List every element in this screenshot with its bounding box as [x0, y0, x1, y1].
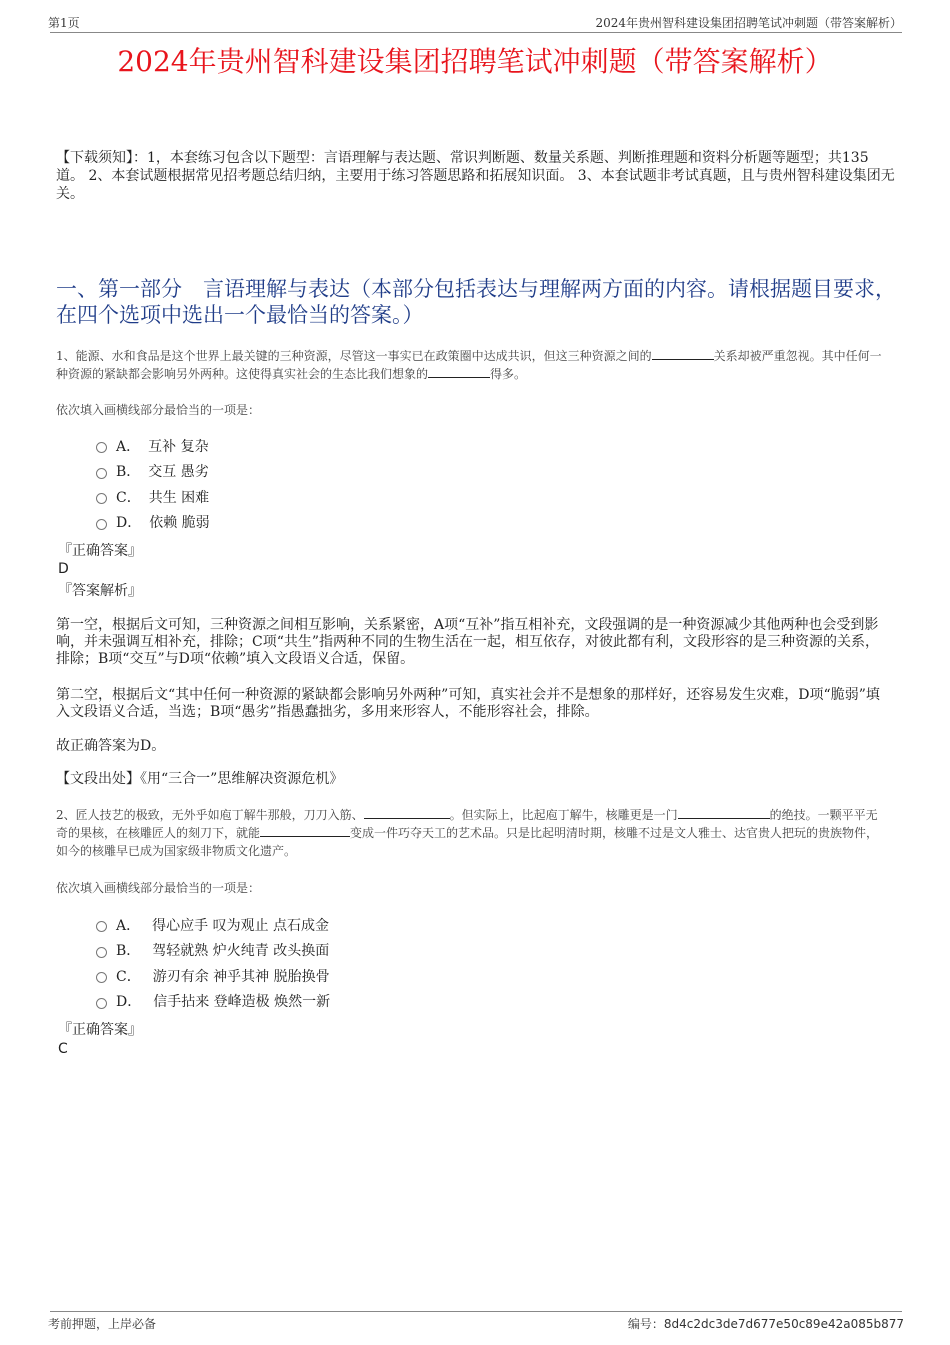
blank-line	[428, 365, 490, 378]
blank-line	[364, 806, 450, 819]
answer-label: 『正确答案』	[58, 1022, 142, 1038]
analysis-paragraph-2: 第二空，根据后文“其中任何一种资源的紧缺都会影响另外两种”可知，真实社会并不是想象的那样好，还容易发生灾难，D项“脆弱”填入文段语义合适，当选；B项“愚劣”指愚蠢拙劣，多用来形容人，不能形容社会，排除。	[56, 687, 880, 720]
radio-icon[interactable]	[96, 972, 107, 983]
answer-label: 『正确答案』	[58, 543, 142, 559]
question-2-text: 2、匠人技艺的极致，无外乎如庖丁解牛那般，刀刀入筋、 。但实际上，比起庖丁解牛，核雕更是一门 的绝技。一颗平平无奇的果核，在核雕匠人的刻刀下，就能 变成一件巧夺天工的艺术品。只是比起明清时期，核雕不过是文人雅士、达官贵人把玩的贵族物件，如今的核雕早已成为国家级非物质文化遗产。	[56, 808, 879, 858]
download-notice: 【下载须知】：1，本套练习包含以下题型：言语理解与表达题、常识判断题、数量关系题、判断推理题和资料分析题等题型；共135道。 2、本套试题根据常见招考题总结归纳，主要用于练习答题思路和拓展知识面。 3、本套试题非考试真题，且与贵州智科建设集团无关。	[56, 150, 895, 202]
radio-icon[interactable]	[96, 493, 107, 504]
blank-line	[678, 806, 770, 819]
analysis-conclusion: 故正确答案为D。	[56, 738, 166, 754]
question-2-options	[96, 912, 330, 1014]
section-title: 一、第一部分 言语理解与表达（本部分包括表达与理解两方面的内容。请根据题目要求，在四个选项中选出一个最恰当的答案。）	[56, 277, 896, 327]
footer-rule	[50, 1311, 902, 1312]
question-2-prompt: 依次填入画横线部分最恰当的一项是：	[56, 881, 261, 895]
option-c[interactable]: C． 共生 困难	[96, 484, 210, 510]
blank-line	[652, 347, 714, 360]
option-d[interactable]: D． 依赖 脆弱	[96, 510, 210, 536]
radio-icon[interactable]	[96, 468, 107, 479]
header-rule	[50, 32, 902, 33]
answer-value: C	[58, 1041, 68, 1057]
radio-icon[interactable]	[96, 998, 107, 1009]
radio-icon[interactable]	[96, 519, 107, 530]
radio-icon[interactable]	[96, 947, 107, 958]
option-b[interactable]: B． 交互 愚劣	[96, 459, 210, 485]
answer-value: D	[58, 561, 69, 577]
blank-line	[260, 824, 350, 837]
footer-slogan: 考前押题，上岸必备	[48, 1317, 157, 1331]
text-source: 【文段出处】《用“三合一”思维解决资源危机》	[56, 771, 344, 787]
radio-icon[interactable]	[96, 921, 107, 932]
radio-icon[interactable]	[96, 442, 107, 453]
question-1-prompt: 依次填入画横线部分最恰当的一项是：	[56, 403, 261, 417]
question-1-options	[96, 433, 210, 535]
option-c[interactable]: C． 游刃有余 神乎其神 脱胎换骨	[96, 963, 330, 989]
analysis-label: 『答案解析』	[58, 583, 142, 599]
option-b[interactable]: B． 驾轻就熟 炉火纯青 改头换面	[96, 938, 330, 964]
header-doc-title: 2024年贵州智科建设集团招聘笔试冲刺题（带答案解析）	[595, 16, 902, 30]
option-d[interactable]: D． 信手拈来 登峰造极 焕然一新	[96, 989, 330, 1015]
option-a[interactable]: A． 得心应手 叹为观止 点石成金	[96, 912, 330, 938]
option-a[interactable]: A． 互补 复杂	[96, 433, 210, 459]
document-title: 2024年贵州智科建设集团招聘笔试冲刺题（带答案解析）	[117, 45, 833, 78]
page-number: 第1页	[48, 16, 80, 30]
footer-code: 编号：8d4c2dc3de7d677e50c89e42a085b877	[627, 1317, 904, 1331]
analysis-paragraph-1: 第一空，根据后文可知，三种资源之间相互影响，关系紧密，A项“互补”指互相补充，文段强调的是一种资源减少其他两种也会受到影响，并未强调互相补充，排除；C项“共生”指两种不同的生物生活在一起，相互依存，对彼此都有利，文段形容的是三种资源的关系，排除；B项“交互”与D项“依赖”填入文段语义合适，保留。	[56, 617, 880, 667]
question-1-text: 1、能源、水和食品是这个世界上最关键的三种资源，尽管这一事实已在政策圈中达成共识，但这三种资源之间的 关系却被严重忽视。其中任何一种资源的紧缺都会影响另外两种。这使得真实社会的生态比我们想象的 得多。	[56, 349, 882, 381]
